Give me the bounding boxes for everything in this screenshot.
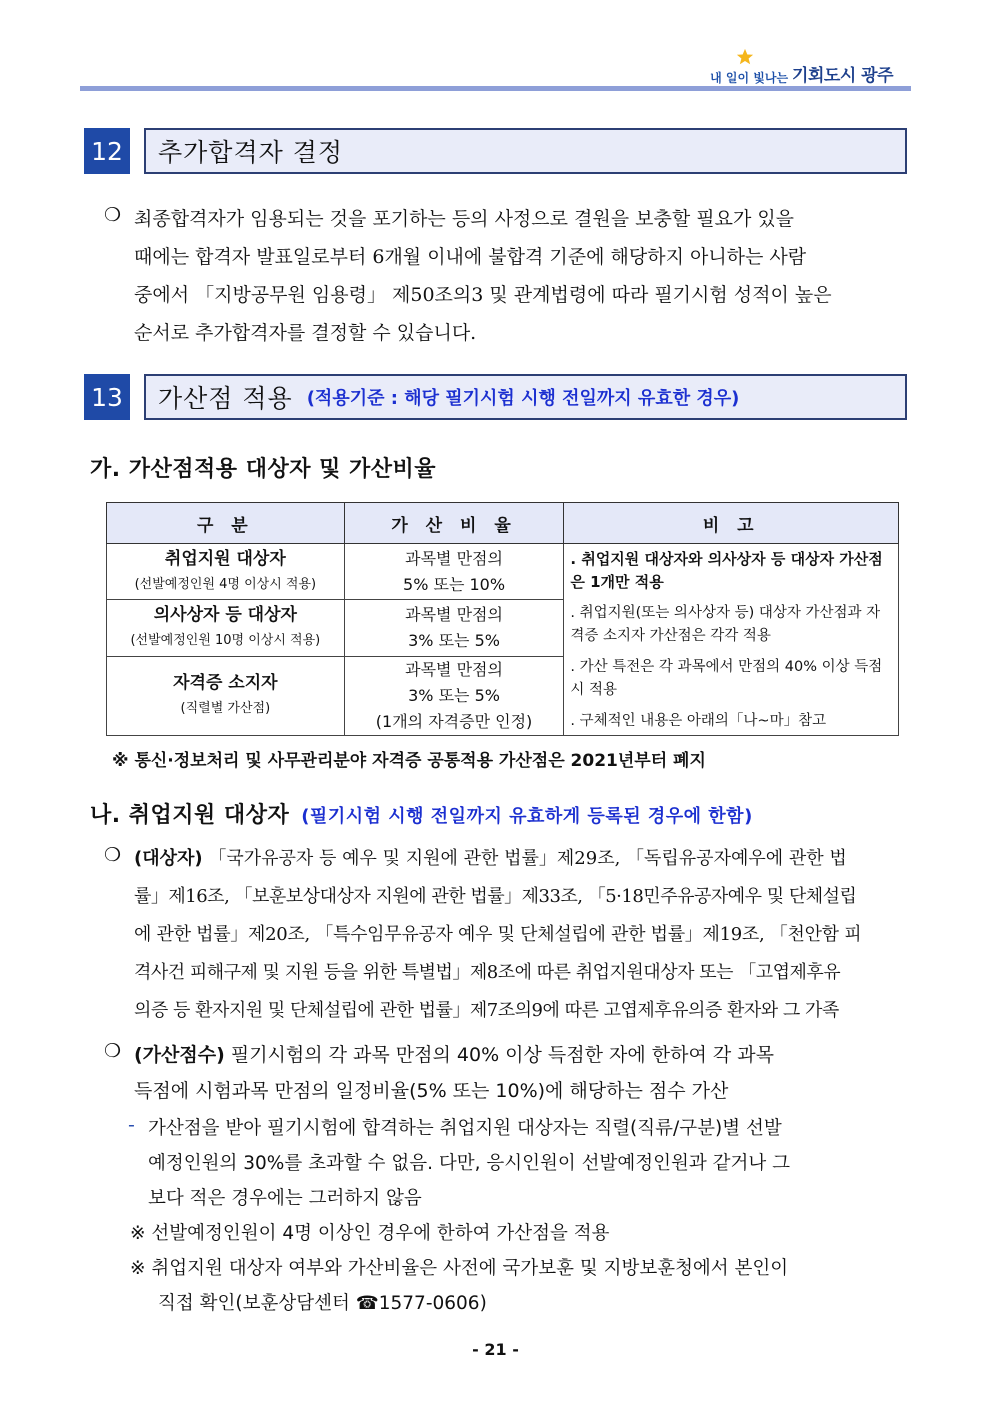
section-13-header <box>84 374 907 420</box>
row-name: 취업지원 대상자 <box>164 548 286 569</box>
table-header-cell: 구 분 <box>107 503 345 544</box>
brand-big-text: 기회도시 광주 <box>792 66 893 86</box>
table-cell <box>107 656 345 735</box>
note-line-2: ※ 취업지원 대상자 여부와 가산비율은 사전에 국가보훈 및 지방보훈청에서 본인이 <box>130 1258 789 1279</box>
dash-line-1: 가산점을 받아 필기시험에 합격하는 취업지원 대상자는 직렬(직류/구분)별 선발 <box>148 1118 782 1139</box>
page-number: - 21 - <box>472 1340 519 1359</box>
section12-line-1: 최종합격자가 임용되는 것을 포기하는 등의 사정으로 결원을 보충할 필요가 있을 <box>134 208 795 230</box>
header-rule <box>80 86 911 91</box>
target-line-5: 의증 등 환자지원 및 단체설립에 관한 법률」제7조의9에 따른 고엽제후유의증 환자와 그 가족 <box>134 1000 839 1021</box>
section-number: 12 <box>84 128 130 174</box>
bonus-table <box>106 502 899 736</box>
subheading-title: 나. 취업지원 대상자 <box>90 803 290 828</box>
bullet-marker: ❍ <box>104 204 122 226</box>
star-icon <box>736 48 754 66</box>
score-line-2: 득점에 시험과목 만점의 일정비율(5% 또는 10%)에 해당하는 점수 가산 <box>134 1080 729 1102</box>
table-cell <box>344 600 564 656</box>
target-line-1 <box>134 844 847 870</box>
table-cell <box>107 600 345 656</box>
section12-line-4: 순서로 추가합격자를 결정할 수 있습니다. <box>134 322 477 344</box>
score-label: (가산점수) <box>134 1044 225 1066</box>
brand-small-text: 내 일이 빛나는 <box>710 71 789 85</box>
rate-text: (1개의 자격증만 인정) <box>375 711 533 731</box>
rate-text: 과목별 만점의 <box>405 548 503 568</box>
remark-item: . 구체적인 내용은 아래의「나~마」참고 <box>570 713 827 729</box>
remark-item: . 가산 특전은 각 과목에서 만점의 40% 이상 득점 시 적용 <box>570 659 883 698</box>
section-12-header <box>84 128 907 174</box>
note-line-1: ※ 선발예정인원이 4명 이상인 경우에 한하여 가산점을 적용 <box>130 1223 610 1244</box>
table-row <box>107 544 899 600</box>
score-text: 필기시험의 각 과목 만점의 40% 이상 득점한 자에 한하여 각 과목 <box>230 1044 774 1066</box>
subheading-na <box>90 798 753 829</box>
bullet-marker: ❍ <box>104 844 122 866</box>
target-text: 「국가유공자 등 예우 및 지원에 관한 법률」제29조, 「독립유공자예우에 관한 법 <box>208 848 847 869</box>
table-header-cell: 가 산 비 율 <box>344 503 564 544</box>
dash-line-2: 예정인원의 30%를 초과할 수 없음. 다만, 응시인원이 선발예정인원과 같거나 그 <box>148 1153 790 1174</box>
note-line-3: 직접 확인(보훈상담센터 ☎1577-0606) <box>158 1293 487 1314</box>
section-number: 13 <box>84 374 130 420</box>
row-sub: (선발예정인원 10명 이상시 적용) <box>130 632 321 648</box>
bullet-marker: ❍ <box>104 1040 122 1062</box>
section-note: (적용기준 : 해당 필기시험 시행 전일까지 유효한 경우) <box>306 388 740 409</box>
rate-text: 3% 또는 5% <box>408 630 500 650</box>
rate-text: 3% 또는 5% <box>408 685 500 705</box>
rate-text: 과목별 만점의 <box>405 604 503 624</box>
row-sub: (직렬별 가산점) <box>180 700 271 716</box>
score-line-1 <box>134 1040 774 1067</box>
target-line-4: 격사건 피해구제 및 지원 등을 위한 특별법」제8조에 따른 취업지원대상자 또는 「고엽제후유 <box>134 962 841 983</box>
dash-marker: - <box>128 1114 135 1136</box>
target-line-2: 률」제16조, 「보훈보상대상자 지원에 관한 법률」제33조, 「5·18민주유공자예우 및 단체설립 <box>134 886 857 907</box>
brand-logo <box>710 56 893 86</box>
section-title: 가산점 적용 <box>158 384 293 413</box>
remark-item: . 취업지원(또는 의사상자 등) 대상자 가산점과 자격증 소지자 가산점은 각각 적용 <box>570 605 881 644</box>
table-header-cell: 비 고 <box>564 503 899 544</box>
section-title-bar <box>144 374 907 420</box>
remark-item: . 취업지원 대상자와 의사상자 등 대상자 가산점은 1개만 적용 <box>570 550 883 591</box>
footnote: ※ 통신·정보처리 및 사무관리분야 자격증 공통적용 가산점은 2021년부터 폐지 <box>112 751 706 771</box>
subheading-note: (필기시험 시행 전일까지 유효하게 등록된 경우에 한함) <box>301 806 753 827</box>
row-name: 의사상자 등 대상자 <box>153 604 297 625</box>
subheading-ga: 가. 가산점적용 대상자 및 가산비율 <box>90 457 437 482</box>
section-title-bar <box>144 128 907 174</box>
table-cell <box>344 656 564 735</box>
rate-text: 5% 또는 10% <box>403 574 506 594</box>
table-cell <box>107 544 345 600</box>
row-name: 자격증 소지자 <box>173 672 278 693</box>
table-cell <box>344 544 564 600</box>
row-sub: (선발예정인원 4명 이상시 적용) <box>134 576 317 592</box>
remarks-cell <box>564 544 899 736</box>
section-title: 추가합격자 결정 <box>158 138 343 167</box>
section12-line-3: 중에서 「지방공무원 임용령」 제50조의3 및 관계법령에 따라 필기시험 성적이 높은 <box>134 284 832 306</box>
table-header-row <box>107 503 899 544</box>
dash-line-3: 보다 적은 경우에는 그러하지 않음 <box>148 1188 422 1209</box>
target-line-3: 에 관한 법률」제20조, 「특수임무유공자 예우 및 단체설립에 관한 법률」제19조, 「천안함 피 <box>134 924 862 945</box>
rate-text: 과목별 만점의 <box>405 659 503 679</box>
section12-line-2: 때에는 합격자 발표일로부터 6개월 이내에 불합격 기준에 해당하지 아니하는 사람 <box>134 246 807 268</box>
target-label: (대상자) <box>134 848 203 869</box>
